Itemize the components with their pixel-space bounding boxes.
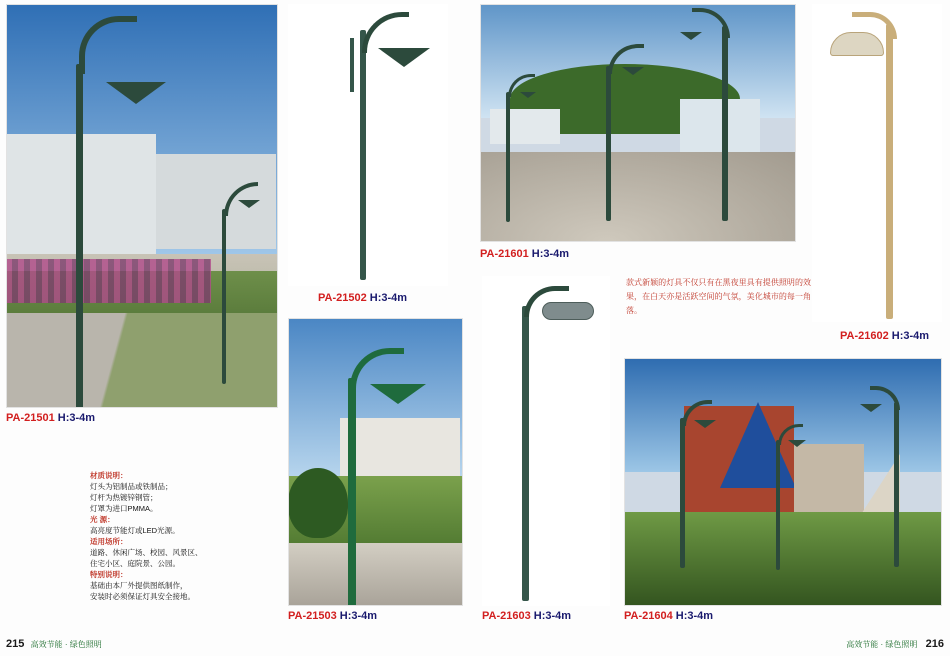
product-caption-pa-21503 <box>288 610 377 622</box>
product-spec: H:3-4m <box>675 610 714 622</box>
product-photo-pa-21601 <box>480 4 796 242</box>
product-caption-pa-21601 <box>480 248 569 260</box>
product-photo-pa-21604 <box>624 358 942 606</box>
product-code: PA-21502 <box>318 292 367 304</box>
spec-line: 灯杆为热镀锌钢管； <box>90 493 158 502</box>
specification-block <box>90 470 300 602</box>
product-spec: H:3-4m <box>369 292 408 304</box>
footer-right <box>846 638 944 650</box>
product-caption-pa-21603 <box>482 610 571 622</box>
marketing-note: 款式新颖的灯具不仅只有在黑夜里具有提供照明的效果，在白天亦是活跃空间的气氛，美化城市的每一角落。 <box>626 278 811 315</box>
product-spec: H:3-4m <box>57 412 96 424</box>
product-spec: H:3-4m <box>531 248 570 260</box>
spec-label: 特别说明： <box>90 570 128 579</box>
product-caption-pa-21604 <box>624 610 713 622</box>
spec-line: 住宅小区、庭院景、公园。 <box>90 559 180 568</box>
product-caption-pa-21501 <box>6 412 95 424</box>
product-code: PA-21604 <box>624 610 673 622</box>
product-photo-pa-21502 <box>288 4 448 286</box>
page-number-right: 216 <box>925 638 944 650</box>
product-spec: H:3-4m <box>533 610 572 622</box>
spec-line: 道路、休闲广场、校园、风景区、 <box>90 548 203 557</box>
spec-line: 基础由本厂外提供图纸制作， <box>90 581 188 590</box>
product-code: PA-21603 <box>482 610 531 622</box>
product-photo-pa-21501 <box>6 4 278 408</box>
product-caption-pa-21502 <box>318 292 407 304</box>
footer-text-right: 高效节能 · 绿色照明 <box>846 640 918 649</box>
product-code: PA-21602 <box>840 330 889 342</box>
product-spec: H:3-4m <box>891 330 930 342</box>
spec-label: 材质说明： <box>90 471 128 480</box>
spec-label: 适用场所： <box>90 537 128 546</box>
product-code: PA-21503 <box>288 610 337 622</box>
spec-line: 灯头为铝制品或铁制品； <box>90 482 173 491</box>
footer-left <box>6 638 102 650</box>
product-spec: H:3-4m <box>339 610 378 622</box>
product-photo-pa-21503 <box>288 318 463 606</box>
product-caption-pa-21602 <box>840 330 929 342</box>
spec-line: 安装时必须保证灯具安全接地。 <box>90 592 195 601</box>
spec-line: 灯罩为进口PMMA。 <box>90 504 158 513</box>
product-code: PA-21501 <box>6 412 55 424</box>
page-number-left: 215 <box>6 638 25 650</box>
footer-text-left: 高效节能 · 绿色照明 <box>30 640 102 649</box>
spec-line: 高亮度节能灯或LED光源。 <box>90 526 180 535</box>
product-photo-pa-21602 <box>812 4 942 322</box>
product-photo-pa-21603 <box>482 276 610 606</box>
spec-label: 光 源： <box>90 515 115 524</box>
product-code: PA-21601 <box>480 248 529 260</box>
